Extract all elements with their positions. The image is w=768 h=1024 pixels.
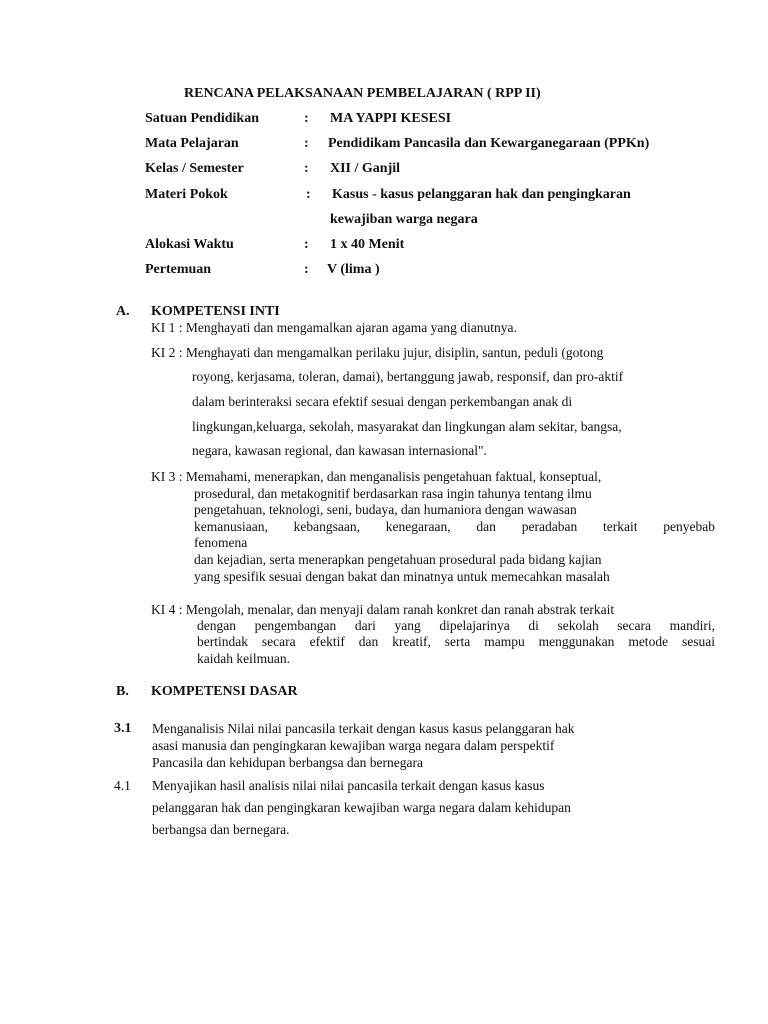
section-letter: A. [116,304,130,319]
identity-colon: : [304,161,309,176]
identity-colon: : [304,237,309,252]
identity-label: Pertemuan [145,262,212,277]
identity-value: XII / Ganjil [330,161,401,176]
ki2-line: lingkungan,keluarga, sekolah, masyarakat dan lingkungan alam sekitar, bangsa, [192,419,622,434]
ki3-line: kemanusiaan, kebangsaan, kenegaraan, dan peradaban terkait penyebab [194,519,715,534]
ki3-line: dan kejadian, serta menerapkan pengetahuan prosedural pada bidang kajian [194,552,602,567]
ki3-line: KI 3 : Memahami, menerapkan, dan menganalisis pengetahuan faktual, konseptual, [151,469,602,484]
ki3-line: pengetahuan, teknologi, seni, budaya, dan humaniora dengan wawasan [194,502,577,517]
section-letter: B. [116,684,129,699]
ki4-line: kaidah keilmuan. [197,651,290,666]
kd-number: 3.1 [114,721,132,736]
kd-line: pelanggaran hak dan pengingkaran kewajiban warga negara dalam kehidupan [152,800,571,815]
kd-line: Pancasila dan kehidupan berbangsa dan bernegara [152,755,424,770]
ki2-line: KI 2 : Menghayati dan mengamalkan perilaku jujur, disiplin, santun, peduli (gotong [151,345,604,360]
kd-line: asasi manusia dan pengingkaran kewajiban warga negara dalam perspektif [152,738,555,753]
section-heading: KOMPETENSI INTI [151,304,280,319]
ki3-line: yang spesifik sesuai dengan bakat dan minatnya untuk memecahkan masalah [194,569,610,584]
ki2-line: royong, kerjasama, toleran, damai), bertanggung jawab, responsif, dan pro-aktif [192,369,624,384]
identity-value: V (lima ) [327,262,380,277]
kd-number: 4.1 [114,778,131,793]
identity-colon: : [304,262,309,277]
ki3-line: prosedural, dan metakognitif berdasarkan rasa ingin tahunya tentang ilmu [194,486,592,501]
ki2-line: negara, kawasan regional, dan kawasan internasional". [192,443,487,458]
ki2-line: dalam berinteraksi secara efektif sesuai dengan perkembangan anak di [192,394,573,409]
ki3-line: fenomena [194,535,248,550]
identity-colon: : [304,111,309,126]
identity-label: Kelas / Semester [145,161,244,176]
kd-line: Menganalisis Nilai nilai pancasila terkait dengan kasus kasus pelanggaran hak [152,721,575,736]
ki4-line: bertindak secara efektif dan kreatif, serta mampu menggunakan metode sesuai [197,634,715,649]
kd-line: berbangsa dan bernegara. [152,822,290,837]
identity-label: Alokasi Waktu [145,237,234,252]
identity-value-continued: kewajiban warga negara [330,212,478,227]
ki4-line: KI 4 : Mengolah, menalar, dan menyaji dalam ranah konkret dan ranah abstrak terkait [151,602,615,617]
identity-value: Kasus - kasus pelanggaran hak dan pengingkaran [332,187,631,202]
identity-value: 1 x 40 Menit [330,237,405,252]
identity-label: Satuan Pendidikan [145,111,259,126]
identity-colon: : [306,187,311,202]
section-heading: KOMPETENSI DASAR [151,684,298,699]
identity-value: Pendidikam Pancasila dan Kewarganegaraan (PPKn) [328,136,650,151]
ki4-line: dengan pengembangan dari yang dipelajarinya di sekolah secara mandiri, [197,618,715,633]
identity-label: Mata Pelajaran [145,136,239,151]
kd-line: Menyajikan hasil analisis nilai nilai pancasila terkait dengan kasus kasus [152,778,545,793]
identity-value: MA YAPPI KESESI [330,111,452,126]
identity-colon: : [304,136,309,151]
ki1-text: KI 1 : Menghayati dan mengamalkan ajaran agama yang dianutnya. [151,320,517,335]
identity-label: Materi Pokok [145,187,228,202]
document-title: RENCANA PELAKSANAAN PEMBELAJARAN ( RPP II) [184,86,541,101]
